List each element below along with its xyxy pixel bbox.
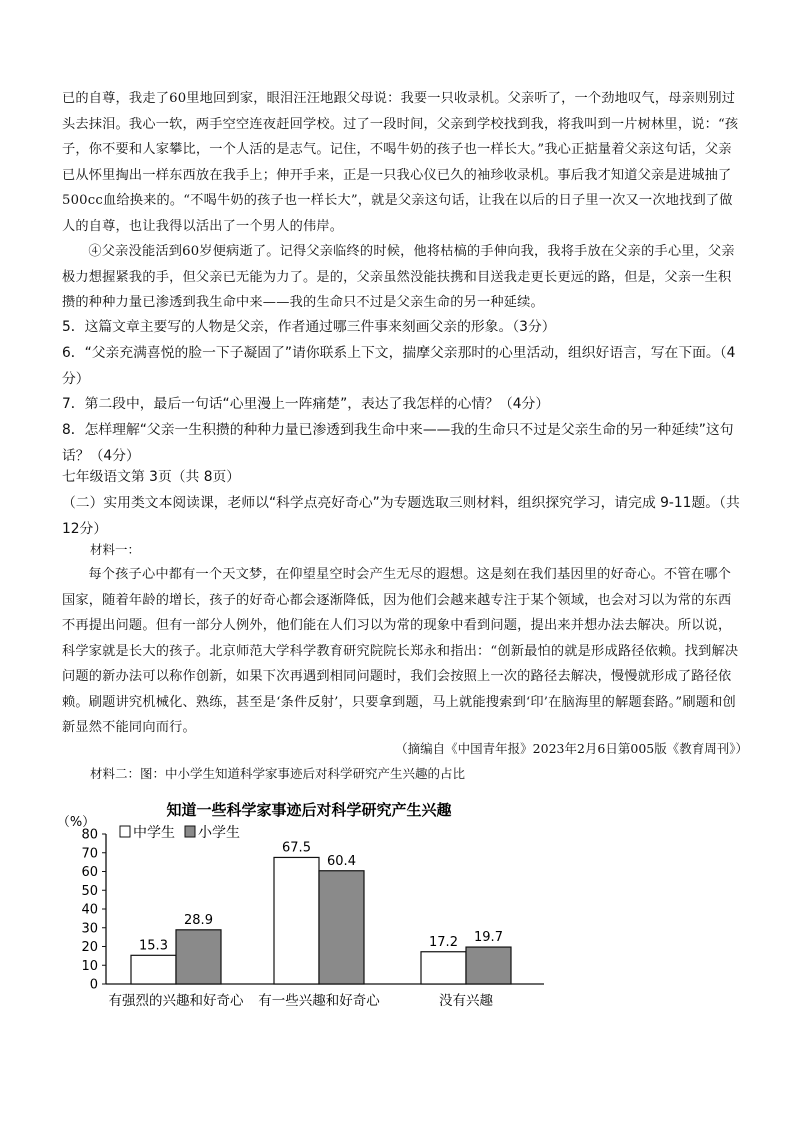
legend-swatch-2	[185, 826, 195, 837]
legend-label-1: 中学生	[133, 825, 175, 841]
x-category-label: 没有兴趣	[439, 993, 493, 1009]
y-tick-label: 30	[81, 921, 98, 937]
question-6: 6．“父亲充满喜悦的脸一下子凝固了”请你联系上下文，揣摩父亲那时的心里活动，组织好语言，写在下面。（4分）	[62, 345, 736, 387]
bars	[131, 840, 511, 984]
y-tick-label: 40	[81, 902, 98, 918]
material-1-source: （摘编自《中国青年报》2023年2月6日第005版《教育周刊》）	[395, 741, 748, 756]
bar-value-label: 67.5	[282, 840, 311, 856]
y-tick-label: 0	[89, 977, 98, 993]
bar-2-1	[274, 857, 319, 984]
x-category-label: 有一些兴趣和好奇心	[258, 993, 380, 1009]
question-8: 8．怎样理解“父亲一生积攒的种种力量已渗透到我生命中来——我的生命只不过是父亲生命的另一种延续”这句话？（4分）	[62, 422, 734, 464]
material-1-text: 每个孩子心中都有一个天文梦，在仰望星空时会产生无尽的遐想。这是刻在我们基因里的好奇心。不管在哪个国家，随着年龄的增长，孩子的好奇心都会逐渐降低，因为他们会越来越专注于某个领域，也会对习以为常的东西不再提出问题。但有一部分人例外，他们能在人们习以为常的现象中看到问题，提出来并想办法去解决。所以说，科学家就是长大的孩子。北京师范大学科学教育研究院院长郑永和指出：“创新最怕的就是形成路径依赖。找到解决问题的新办法可以称作创新，如果下次再遇到相同问题时，我们会按照上一次的路径去解决，慢慢就形成了路径依赖。刷题讲究机械化、熟练，甚至是‘条件反射’，只要拿到题，马上就能搜索到‘印’在脑海里的解题套路。”刷题和创新显然不能同向而行。	[62, 567, 739, 735]
section-2-intro: （二）实用类文本阅读课，老师以“科学点亮好奇心”为专题选取三则材料，组织探究学习，请完成 9-11题。（共 12分）	[62, 495, 740, 537]
bar-value-label: 60.4	[327, 853, 356, 869]
chart-title: 知道一些科学家事迹后对科学研究产生兴趣	[166, 801, 452, 819]
y-tick-label: 10	[81, 958, 98, 974]
page-footer: 七年级语文第 3页（共 8页）	[62, 469, 241, 485]
bar-value-label: 28.9	[184, 912, 213, 928]
interest-bar-chart	[54, 796, 554, 1016]
legend-label-2: 小学生	[198, 825, 240, 841]
bar-value-label: 15.3	[139, 938, 168, 954]
y-tick-label: 70	[81, 846, 98, 862]
question-7: 7．第二段中，最后一句话“心里漫上一阵痛楚”，表达了我怎样的心情？（4分）	[62, 396, 550, 412]
y-tick-label: 80	[81, 827, 98, 843]
passage-paragraph-4: ④父亲没能活到60岁便病逝了。记得父亲临终的时候，他将枯槁的手伸向我，我将手放在父亲的手心里，父亲极力想握紧我的手，但父亲已无能为力了。是的，父亲虽然没能扶携和目送我走更长更远的路，但是，父亲一生积攒的种种力量已渗透到我生命中来——我的生命只不过是父亲生命的另一种延续。	[62, 244, 735, 310]
y-tick-label: 60	[81, 865, 98, 880]
material-1-label: 材料一：	[90, 542, 141, 557]
material-2-label: 材料二：图：中小学生知道科学家事迹后对科学研究产生兴趣的占比	[90, 766, 466, 781]
bar-value-label: 19.7	[474, 930, 503, 946]
question-5: 5．这篇文章主要写的人物是父亲，作者通过哪三件事来刻画父亲的形象。（3分）	[62, 319, 556, 335]
bar-value-label: 17.2	[429, 934, 458, 950]
bar-1-2	[176, 930, 221, 984]
bar-3-1	[421, 952, 466, 984]
y-tick-label: 50	[81, 883, 98, 899]
passage-paragraph-3: 已的自尊，我走了60里地回到家，眼泪汪汪地跟父母说：我要一只收录机。父亲听了，一个劲地叹气，母亲则别过头去抹泪。我心一软，两手空空连夜赶回学校。过了一段时间，父亲到学校找到我，将我叫到一片树林里，说：“孩子，你不要和人家攀比，一个人活的是志气。记住，不喝牛奶的孩子也一样长大。”我心正掂量着父亲这句话，父亲已从怀里掏出一样东西放在我手上；伸开手来，正是一只我心仪已久的袖珍收录机。事后我才知道父亲是进城抽了500cc血给换来的。“不喝牛奶的孩子也一样长大”，就是父亲这句话，让我在以后的日子里一次又一次地找到了做人的自尊，也让我得以活出了一个男人的伟岸。	[62, 91, 739, 234]
y-tick-label: 20	[81, 940, 98, 955]
x-category-label: 有强烈的兴趣和好奇心	[108, 993, 244, 1009]
y-axis-unit-label: （%）	[56, 815, 96, 830]
bar-1-1	[131, 955, 176, 984]
bar-2-2	[319, 871, 364, 984]
chart-legend	[120, 824, 240, 841]
legend-swatch-1	[120, 826, 130, 837]
x-axis-labels	[109, 992, 494, 1009]
bar-3-2	[466, 947, 511, 984]
